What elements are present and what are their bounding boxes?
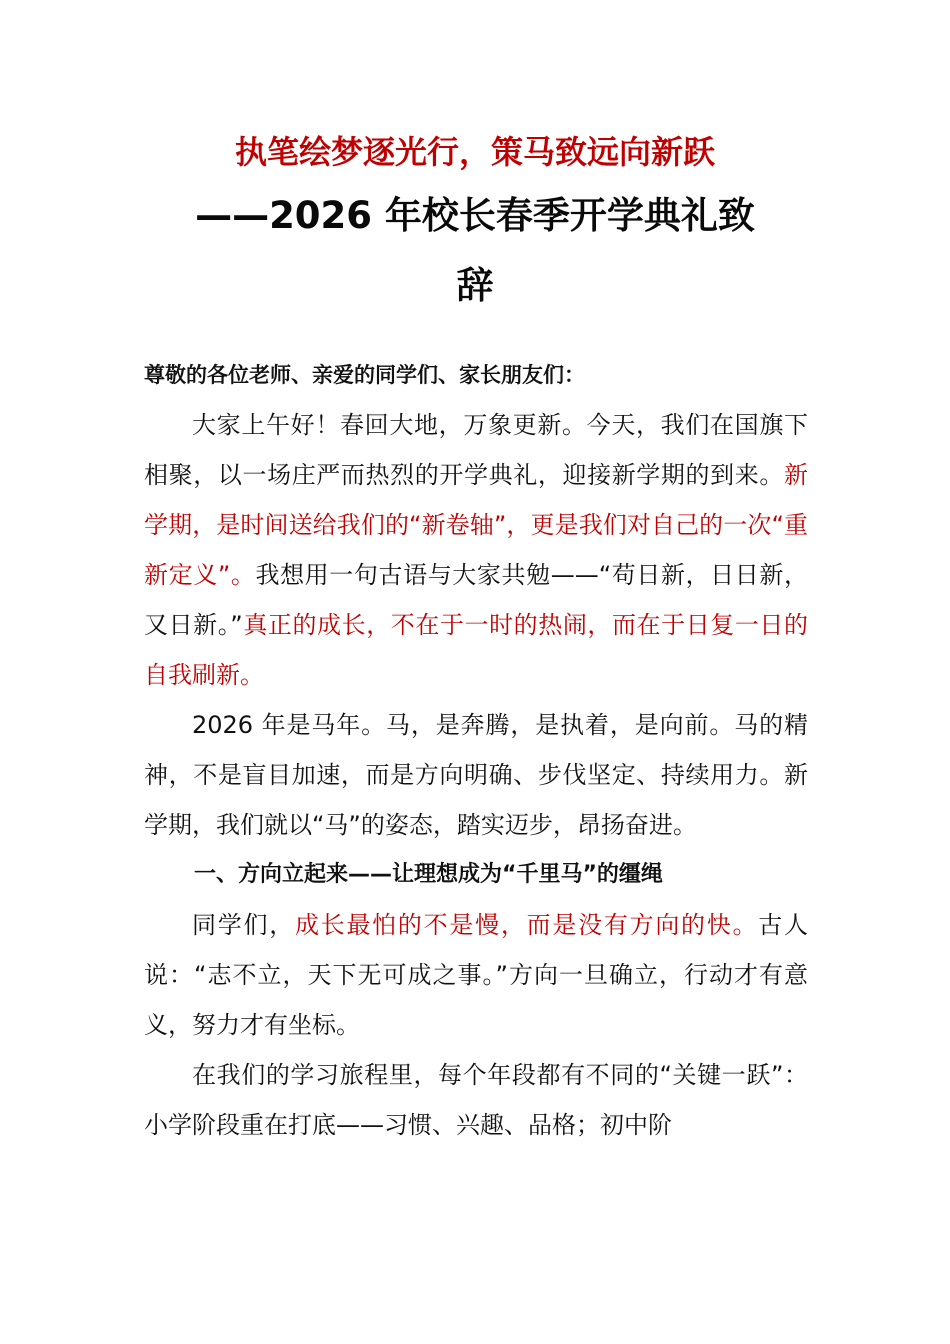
section-heading-1: 一、方向立起来——让理想成为“千里马”的缰绳 (194, 862, 663, 887)
highlight-direction: 成长最怕的不是慢，而是没有方向的快。 (294, 911, 759, 939)
paragraph-horse-year: 2026 年是马年。马，是奔腾，是执着，是向前。马的精神，不是盲目加速，而是方向明确、步伐坚定、持续用力。新学期，我们就以“马”的姿态，踏实迈步，昂扬奋进。 (144, 711, 808, 839)
document-body (144, 350, 808, 1150)
title-subtitle-line2: 辞 (456, 264, 494, 307)
highlight-new-semester: 新学期，是时间送给我们的“新卷轴”，更是我们对自己的一次“重新定义”。 (144, 461, 808, 589)
paragraph-greeting-quote: 我想用一句古语与大家共勉——“苟日新，日日新，又日新。” (144, 561, 809, 639)
title-subtitle-line1: ——2026 年校长春季开学典礼致 (195, 194, 755, 237)
paragraph-greeting (144, 400, 808, 700)
highlight-growth: 真正的成长，不在于一时的热闹，而在于日复一日的自我刷新。 (144, 611, 809, 689)
paragraph-direction-text: 古人说：“志不立，天下无可成之事。”方向一旦确立，行动才有意义，努力才有坐标。 (144, 911, 809, 1039)
paragraph-journey: 在我们的学习旅程里，每个年段都有不同的“关键一跃”：小学阶段重在打底——习惯、兴趣、品格；初中阶 (144, 1061, 808, 1139)
salutation: 尊敬的各位老师、亲爱的同学们、家长朋友们： (144, 363, 585, 387)
paragraph-direction (144, 900, 808, 1050)
paragraph-direction-lead: 同学们， (192, 911, 295, 939)
paragraph-greeting-text: 大家上午好！春回大地，万象更新。今天，我们在国旗下相聚，以一场庄严而热烈的开学典礼，迎接新学期的到来。 (144, 411, 808, 489)
title-main: 执笔绘梦逐光行，策马致远向新跃 (234, 133, 715, 171)
